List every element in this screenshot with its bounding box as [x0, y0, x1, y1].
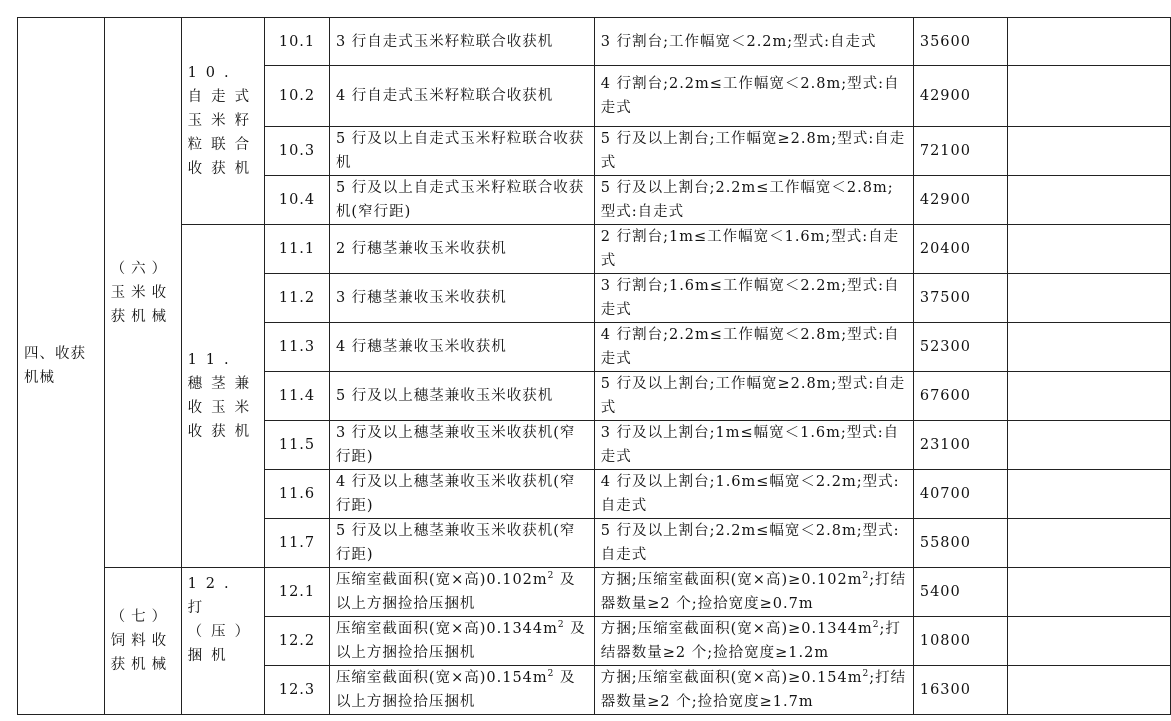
item-number: 10.2: [265, 66, 330, 127]
item-note: [1007, 519, 1170, 568]
item-spec: 5 行及以上割台;工作幅宽≥2.8m;型式:自走式: [594, 372, 913, 421]
item-price: 52300: [913, 323, 1007, 372]
subcategory-cell: （六）玉米收获机械: [104, 18, 181, 568]
item-note: [1007, 66, 1170, 127]
item-name: 5 行及以上自走式玉米籽粒联合收获机(窄行距): [329, 176, 594, 225]
item-note: [1007, 568, 1170, 617]
item-note: [1007, 323, 1170, 372]
item-note: [1007, 421, 1170, 470]
item-spec: 4 行及以上割台;1.6m≤幅宽＜2.2m;型式:自走式: [594, 470, 913, 519]
item-number: 11.7: [265, 519, 330, 568]
item-price: 23100: [913, 421, 1007, 470]
item-price: 67600: [913, 372, 1007, 421]
item-note: [1007, 470, 1170, 519]
item-spec: 5 行及以上割台;2.2m≤工作幅宽＜2.8m;型式:自走式: [594, 176, 913, 225]
item-number: 10.4: [265, 176, 330, 225]
item-name: 3 行自走式玉米籽粒联合收获机: [329, 18, 594, 66]
item-price: 55800: [913, 519, 1007, 568]
item-name: 4 行自走式玉米籽粒联合收获机: [329, 66, 594, 127]
table-row: [18, 568, 1171, 617]
item-note: [1007, 666, 1170, 715]
table-row: [18, 225, 1171, 274]
item-note: [1007, 127, 1170, 176]
item-spec: 4 行割台;2.2m≤工作幅宽＜2.8m;型式:自走式: [594, 66, 913, 127]
item-price: 16300: [913, 666, 1007, 715]
item-spec: 方捆;压缩室截面积(宽×高)$\ge 0.154m^2$;打结器数量≥2 个;捡拾宽度≥1.7m: [594, 666, 913, 715]
item-price: 42900: [913, 66, 1007, 127]
item-spec: 4 行割台;2.2m≤工作幅宽＜2.8m;型式:自走式: [594, 323, 913, 372]
item-number: 11.6: [265, 470, 330, 519]
item-number: 12.1: [265, 568, 330, 617]
item-spec: 3 行割台;工作幅宽＜2.2m;型式:自走式: [594, 18, 913, 66]
item-number: 11.3: [265, 323, 330, 372]
item-price: 10800: [913, 617, 1007, 666]
item-spec: 3 行及以上割台;1m≤幅宽＜1.6m;型式:自走式: [594, 421, 913, 470]
item-number: 11.5: [265, 421, 330, 470]
table-row: [18, 18, 1171, 66]
item-name: 压缩室截面积(宽×高)$0.154m^2$ 及以上方捆捡拾压捆机: [329, 666, 594, 715]
item-note: [1007, 176, 1170, 225]
item-number: 12.2: [265, 617, 330, 666]
item-number: 11.4: [265, 372, 330, 421]
item-spec: 5 行及以上割台;工作幅宽≥2.8m;型式:自走式: [594, 127, 913, 176]
item-number: 12.3: [265, 666, 330, 715]
item-price: 5400: [913, 568, 1007, 617]
category-cell: 四、收获机械: [18, 18, 105, 715]
item-number: 10.3: [265, 127, 330, 176]
item-note: [1007, 372, 1170, 421]
item-name: 4 行及以上穗茎兼收玉米收获机(窄行距): [329, 470, 594, 519]
item-name: 3 行及以上穗茎兼收玉米收获机(窄行距): [329, 421, 594, 470]
item-name: 5 行及以上穗茎兼收玉米收获机: [329, 372, 594, 421]
item-number: 10.1: [265, 18, 330, 66]
item-price: 20400: [913, 225, 1007, 274]
item-price: 35600: [913, 18, 1007, 66]
item-spec: 方捆;压缩室截面积(宽×高)$\ge 0.102m^2$;打结器数量≥2 个;捡拾宽度≥0.7m: [594, 568, 913, 617]
group-cell: 12.打（压）捆机: [181, 568, 265, 715]
item-spec: 5 行及以上割台;2.2m≤幅宽＜2.8m;型式:自走式: [594, 519, 913, 568]
item-note: [1007, 225, 1170, 274]
item-price: 40700: [913, 470, 1007, 519]
item-note: [1007, 18, 1170, 66]
item-spec: 方捆;压缩室截面积(宽×高)$\ge 0.1344m^2$;打结器数量≥2 个;捡拾宽度≥1.2m: [594, 617, 913, 666]
group-cell: 10.自走式玉米籽粒联合收获机: [181, 18, 265, 225]
item-price: 42900: [913, 176, 1007, 225]
item-name: 压缩室截面积(宽×高)$0.1344m^2$ 及以上方捆捡拾压捆机: [329, 617, 594, 666]
item-name: 4 行穗茎兼收玉米收获机: [329, 323, 594, 372]
item-name: 5 行及以上自走式玉米籽粒联合收获机: [329, 127, 594, 176]
item-note: [1007, 617, 1170, 666]
item-name: 压缩室截面积(宽×高)$0.102m^2$ 及以上方捆捡拾压捆机: [329, 568, 594, 617]
item-spec: 2 行割台;1m≤工作幅宽＜1.6m;型式:自走式: [594, 225, 913, 274]
item-name: 3 行穗茎兼收玉米收获机: [329, 274, 594, 323]
item-price: 72100: [913, 127, 1007, 176]
group-cell: 11.穗茎兼收玉米收获机: [181, 225, 265, 568]
subsidy-table: [17, 17, 1171, 715]
item-number: 11.1: [265, 225, 330, 274]
item-price: 37500: [913, 274, 1007, 323]
item-name: 2 行穗茎兼收玉米收获机: [329, 225, 594, 274]
item-number: 11.2: [265, 274, 330, 323]
item-name: 5 行及以上穗茎兼收玉米收获机(窄行距): [329, 519, 594, 568]
subcategory-cell: （七）饲料收获机械: [104, 568, 181, 715]
item-note: [1007, 274, 1170, 323]
item-spec: 3 行割台;1.6m≤工作幅宽＜2.2m;型式:自走式: [594, 274, 913, 323]
